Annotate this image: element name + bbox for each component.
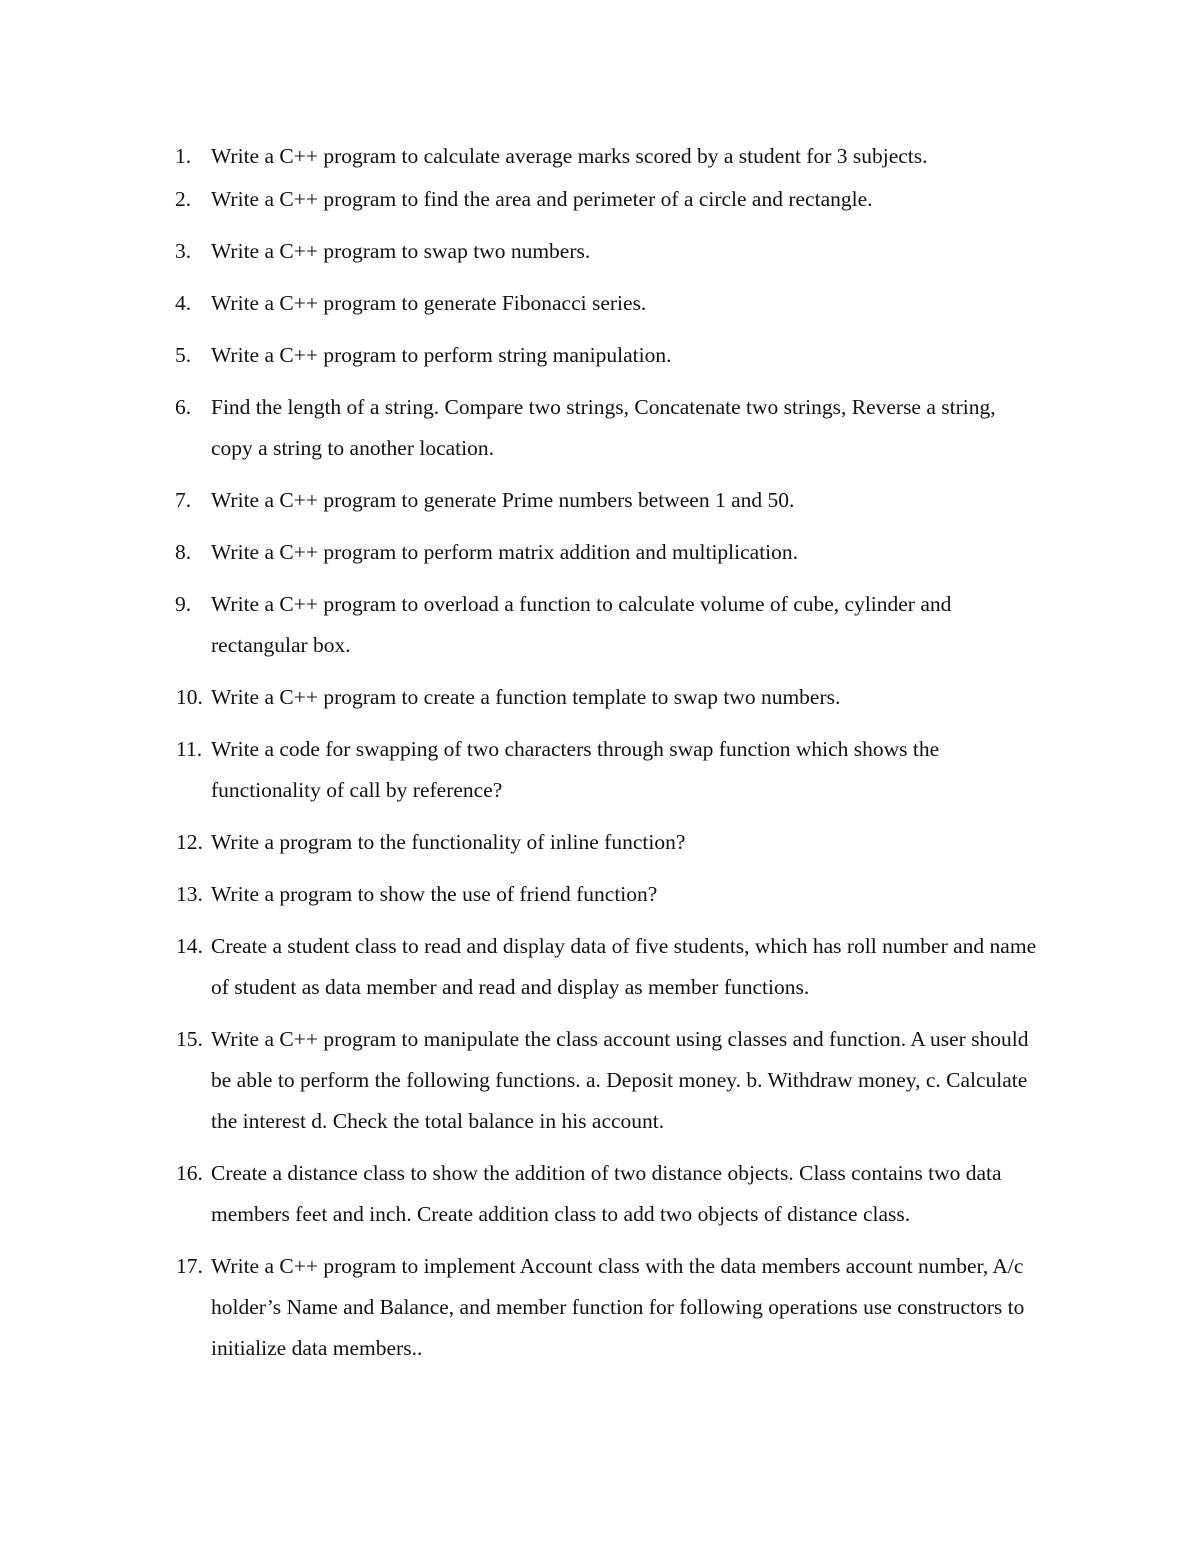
question-number: 10. <box>176 685 203 709</box>
question-text: Write a code for swapping of two characters through swap function which shows the functionality of call by reference? <box>211 737 940 802</box>
question-number: 17. <box>176 1254 203 1278</box>
question-number: 11. <box>176 737 203 761</box>
question-item <box>170 231 1040 272</box>
question-item <box>170 480 1040 521</box>
question-number: 14. <box>176 934 203 958</box>
question-number: 8. <box>175 540 192 564</box>
question-item <box>170 283 1040 324</box>
question-number: 6. <box>175 395 192 419</box>
question-list <box>170 136 1040 1380</box>
question-text: Create a student class to read and display data of five students, which has roll number and name of student as data member and read and display as member functions. <box>211 934 1037 999</box>
question-number: 3. <box>175 239 192 263</box>
question-item <box>170 874 1040 915</box>
question-item <box>170 387 1040 469</box>
question-text: Write a C++ program to swap two numbers. <box>211 239 591 263</box>
question-text: Write a C++ program to implement Account class with the data members account number, A/c holder’s Name and Balance, and member function for following operations use constructors to initialize data members.. <box>211 1254 1025 1360</box>
question-text: Find the length of a string. Compare two strings, Concatenate two strings, Reverse a string, copy a string to another location. <box>211 395 996 460</box>
question-number: 1. <box>175 144 192 168</box>
question-number: 15. <box>176 1027 203 1051</box>
question-item <box>170 1246 1040 1369</box>
question-item <box>170 532 1040 573</box>
question-item <box>170 584 1040 666</box>
question-text: Write a C++ program to overload a function to calculate volume of cube, cylinder and rectangular box. <box>211 592 952 657</box>
question-text: Write a C++ program to calculate average marks scored by a student for 3 subjects. <box>211 144 928 168</box>
question-text: Write a C++ program to generate Prime numbers between 1 and 50. <box>211 488 795 512</box>
question-text: Write a C++ program to find the area and perimeter of a circle and rectangle. <box>211 187 873 211</box>
question-item <box>170 926 1040 1008</box>
question-text: Write a C++ program to perform matrix addition and multiplication. <box>211 540 799 564</box>
question-number: 4. <box>175 291 192 315</box>
question-item <box>170 1153 1040 1235</box>
question-text: Write a C++ program to create a function template to swap two numbers. <box>211 685 841 709</box>
question-item <box>170 729 1040 811</box>
question-item <box>170 822 1040 863</box>
question-item <box>170 335 1040 376</box>
question-item <box>170 677 1040 718</box>
question-text: Write a program to the functionality of inline function? <box>211 830 686 854</box>
question-item <box>170 1019 1040 1142</box>
question-text: Write a program to show the use of friend function? <box>211 882 658 906</box>
question-text: Write a C++ program to manipulate the class account using classes and function. A user should be able to perform the following functions. a. Deposit money. b. Withdraw money, c. Calculate the interest d. Check the total balance in his account. <box>211 1027 1029 1133</box>
question-number: 9. <box>175 592 192 616</box>
question-number: 7. <box>175 488 192 512</box>
question-number: 16. <box>176 1161 203 1185</box>
question-number: 12. <box>176 830 203 854</box>
question-text: Write a C++ program to perform string manipulation. <box>211 343 672 367</box>
question-number: 13. <box>176 882 203 906</box>
question-text: Create a distance class to show the addition of two distance objects. Class contains two data members feet and inch. Create addition class to add two objects of distance class. <box>211 1161 1002 1226</box>
question-item <box>170 179 1040 220</box>
question-item <box>170 136 1040 177</box>
question-number: 5. <box>175 343 192 367</box>
question-number: 2. <box>175 187 192 211</box>
question-text: Write a C++ program to generate Fibonacci series. <box>211 291 647 315</box>
